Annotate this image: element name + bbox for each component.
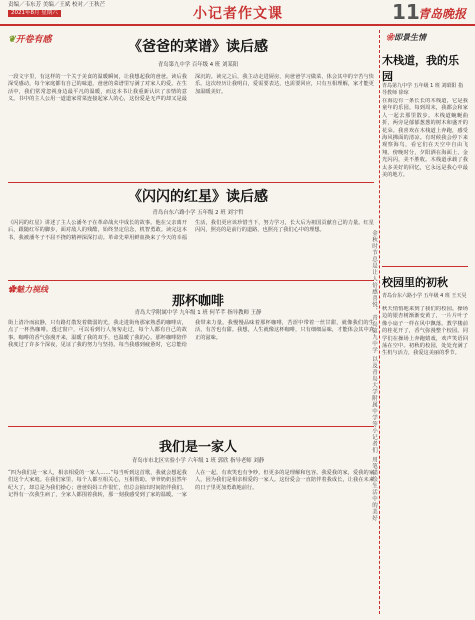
article-byline: 青岛第九中学 五年级 1 班 刘昭阳 指导教师 徐琼 — [382, 83, 464, 96]
editor-line: 责编／韦东芳 美编／王斌 校对／王秋芒 — [8, 2, 105, 8]
article-red-star — [8, 186, 374, 278]
article-body: 一段文字里，有这样的一个关于美食的温暖瞬间，让我想起我的爸爸。读后我深受感动，每个家庭都有自己的味道，爸爸的菜谱里写满了对家人的爱。在生活中，我们常常忽视身边最平凡的温暖，而这本书让我重新认识了亲情的意义。书中的主人公用一道道家常菜连接起家人的心，这份爱是无声的却又是最深沉的。读完之后，我主动走进厨房，向爸爸学习做菜，体会其中的辛苦与快乐。这次经历让我明白，爱需要表达，也需要回应，只有互相理解，家才能更加温暖美好。 — [8, 74, 374, 103]
article-title: 那杯咖啡 — [171, 294, 224, 309]
section-badge — [8, 32, 52, 45]
divider — [8, 280, 374, 281]
article-byline: 青岛第九中学 百年级 4 班 刘某阳 — [157, 62, 239, 68]
vertical-caption: 金秋时节总是让人倍感喜悦，青岛第九中学 以及青岛大学附属中学等小记者们 用笔描绘生活中的美好 — [371, 230, 377, 522]
article-title: 我们是一家人 — [158, 440, 237, 455]
divider — [382, 266, 468, 267]
article-byline: 青岛台东六路小学 五年级 2 班 刘宇哲 — [152, 210, 244, 216]
page-header — [0, 0, 475, 26]
badge-label: 魅力视线 — [16, 284, 48, 294]
article-title: 校园里的初秋 — [382, 276, 448, 289]
leaf-icon: ❦ — [8, 35, 16, 45]
article-body: 街上清冷而寂静，只有路灯散发着微弱的光，我走进街角那家熟悉的咖啡店，点了一杯热咖啡。透过窗户，可以看到行人匆匆走过，每个人都有自己的故事。咖啡的香气弥漫开来，温暖了我的双手，也温暖了我的心。那杯咖啡陪伴我度过了许多个深夜，见证了我的努力与坚持。每当我感到疲惫时，它总能给我带来力量。我慢慢品味着那杯咖啡，苦涩中带着一丝甘甜，就像我们的生活，有苦也有甜。我想，人生就像这杯咖啡，只有细细品味，才能体会其中真正的滋味。 — [8, 320, 374, 349]
section-title: 小记者作文课 — [193, 6, 283, 22]
badge-label: 即景生情 — [394, 32, 426, 42]
badge-label: 开卷有感 — [15, 35, 52, 45]
article-title: 《爸爸的菜谱》读后感 — [128, 39, 268, 55]
article-coffee — [8, 284, 374, 424]
page-number: 11 — [392, 0, 420, 24]
article-body: “四为我们是一家人，相亲相爱的一家人……”每当听到这首歌，我就会想起我们这个大家庭。在我们家里，每个人都互相关心，互相帮助。爷爷奶奶虽然年纪大了，却总是为我们操心；爸爸妈妈工作很忙，但总会抽出时间陪伴我们。记得有一次我生病了，全家人都围着我转，那一刻我感受到了家的温暖。一家人在一起，有欢笑也有争吵，但更多的是理解和包容。我爱我的家，爱我的家人，因为我们是相亲相爱的一家人。这份爱会一直陪伴着我成长，让我在未来的日子里更加勇敢地前行。 — [8, 470, 374, 499]
sparkle-icon: ✿ — [8, 284, 16, 294]
article-family — [8, 428, 374, 614]
article-body: 《闪闪的红星》讲述了主人公潘冬子在革命战火中成长的故事。他在父亲离开后，跟随红军的脚步，面对敌人的残酷，始终坚定信念，机智勇敢。读完这本书，我被潘冬子不屈不挠的精神深深打动。革命先辈用鲜血换来了今天的幸福生活，我们更应该珍惜当下，努力学习，长大后为祖国贡献自己的力量。红星闪闪，照亮的是前行的道路，也照亮了我们心中的理想。 — [8, 220, 374, 241]
header-meta — [8, 2, 105, 17]
side-column — [382, 30, 468, 620]
divider — [8, 182, 374, 183]
article-byline: 青岛大学附属中学 九年级 1 班 何芊芊 指导教师 王静 — [134, 310, 262, 316]
divider — [8, 426, 374, 427]
section-badge — [8, 284, 48, 295]
article-body: 在海边有一条长长的木栈道，它是我童年的乐园。每到周末，我都会和家人一起去那里散步。木栈道蜿蜒曲折，两旁是郁郁葱葱的树木和盛开的花朵。我喜欢在木栈道上奔跑，感受海风拂面的清凉。有时候我会停下来观察海鸟，看它们在天空中自由飞翔。傍晚时分，夕阳洒在海面上，金光闪闪，美不胜收。木栈道承载了我太多美好的回忆，它永远是我心中最美的地方。 — [382, 98, 468, 179]
article-body: 秋天悄悄地来到了我们的校园。操场边的银杏树渐渐变黄了，一片片叶子像小扇子一样在风中飘落。教学楼前的桂花开了，香气弥漫整个校园。同学们在操场上奔跑嬉戏，欢声笑语回荡在空中。初秋的校园，处处充满了生机与活力，我爱这美丽的季节。 — [382, 306, 468, 357]
article-title: 木栈道，我的乐园 — [382, 54, 459, 83]
flower-icon: ❀ — [386, 32, 394, 42]
article-byline: 青岛台东六路小学 五年级 4 班 王天昊 — [382, 293, 467, 299]
article-byline: 青岛市市北区实验小学 六年级 1 班 郭欣 指导老师 刘静 — [131, 458, 265, 464]
issue-date: 2021年8月 星期六 — [8, 10, 61, 17]
column-divider — [379, 30, 380, 614]
article-title: 《闪闪的红星》读后感 — [128, 189, 268, 205]
section-badge — [386, 32, 426, 43]
newspaper-logo: 青岛晚报 — [418, 7, 467, 21]
article-dad-recipe — [8, 30, 374, 180]
